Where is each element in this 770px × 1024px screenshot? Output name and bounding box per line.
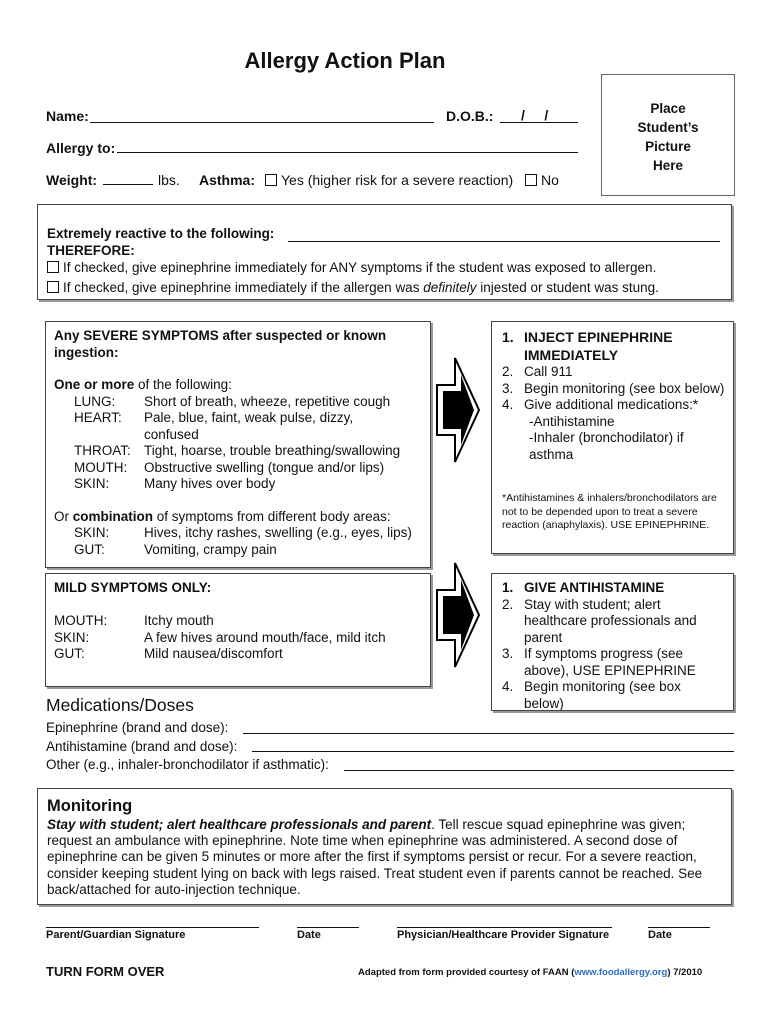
arrow-right-icon: [433, 560, 483, 670]
mild-actions-box: [491, 573, 734, 711]
monitoring-box: [37, 788, 732, 905]
other-med-label: Other (e.g., inhaler-bronchodilator if asthmatic):: [46, 757, 329, 772]
epinephrine-label: Epinephrine (brand and dose):: [46, 720, 229, 735]
weight-unit: lbs.: [158, 172, 180, 188]
picture-line3: Picture: [645, 139, 691, 154]
antihistamine-footnote: *Antihistamines & inhalers/bronchodilators are not to be depended upon to treat a severe reaction (anaphylaxis). USE EPINEPHRINE.: [502, 492, 717, 531]
date1-field[interactable]: [297, 927, 359, 928]
asthma-no-option[interactable]: [525, 172, 559, 189]
step-number: 2.: [502, 596, 514, 612]
step-text: Begin monitoring (see box below): [524, 679, 681, 711]
symptom-text: confused: [144, 426, 199, 442]
symptom-text: Mild nausea/discomfort: [144, 646, 283, 661]
mild-row: [54, 613, 424, 630]
symptom-text: A few hives around mouth/face, mild itch: [144, 629, 386, 645]
area-label: THROAT:: [74, 443, 131, 458]
name-field[interactable]: [90, 122, 434, 123]
other-med-field[interactable]: [344, 770, 734, 771]
symptom-text: Hives, itchy rashes, swelling (e.g., eyes, lips): [144, 525, 412, 540]
epinephrine-field[interactable]: [243, 733, 734, 734]
area-label: HEART:: [74, 410, 122, 425]
arrow-right-icon: [433, 355, 483, 465]
severe-row: [54, 443, 424, 460]
step-text: Give additional medications:*: [524, 397, 699, 412]
step-number: 4.: [502, 397, 514, 412]
asthma-yes-checkbox[interactable]: [265, 174, 277, 186]
physician-signature-field[interactable]: [397, 927, 612, 928]
reactive-option-2[interactable]: [47, 280, 659, 297]
area-label: LUNG:: [74, 393, 116, 409]
severe-row: [54, 460, 424, 477]
monitoring-lead: Stay with student; alert healthcare professionals and parent: [47, 817, 432, 832]
step-text: GIVE ANTIHISTAMINE: [524, 580, 665, 595]
asthma-no-checkbox[interactable]: [525, 174, 537, 186]
step-text: Stay with student; alert healthcare professionals and parent: [524, 596, 697, 645]
area-label: GUT:: [54, 646, 85, 661]
symptom-text: Itchy mouth: [144, 613, 214, 628]
severe-row: [54, 410, 424, 427]
severe-actions-box: [491, 321, 734, 554]
date2-label: Date: [648, 929, 672, 941]
combo-pre: Or: [54, 508, 73, 524]
credit-post: ) 7/2010: [667, 967, 703, 978]
area-label: SKIN:: [54, 629, 90, 645]
area-label: GUT:: [74, 541, 105, 557]
reactive-checkbox-2[interactable]: [47, 281, 59, 293]
parent-signature-label: Parent/Guardian Signature: [46, 929, 186, 941]
sub-item-inhaler: -Inhaler (bronchodilator) if asthma: [529, 430, 684, 462]
reactive-option-1[interactable]: [47, 260, 656, 277]
reactive-option-2-post: injested or student was stung.: [476, 280, 659, 295]
date1-label: Date: [297, 929, 321, 941]
reactive-field[interactable]: [288, 241, 720, 242]
allergy-label: Allergy to:: [46, 140, 116, 156]
asthma-yes-label: Yes (higher risk for a severe reaction): [281, 172, 514, 188]
combo-post: of symptoms from different body areas:: [153, 508, 391, 524]
picture-line2: Student’s: [637, 120, 699, 135]
symptom-text: Pale, blue, faint, weak pulse, dizzy,: [144, 410, 354, 425]
faan-link[interactable]: www.foodallergy.org: [574, 967, 668, 978]
area-label: SKIN:: [74, 525, 110, 540]
area-label: SKIN:: [74, 476, 110, 491]
step-number: 2.: [502, 364, 514, 379]
step-number: 1.: [502, 329, 514, 345]
symptom-text: Vomiting, crampy pain: [144, 541, 277, 557]
area-label: MOUTH:: [54, 613, 108, 628]
physician-signature-label: Physician/Healthcare Provider Signature: [397, 929, 610, 941]
picture-line4: Here: [652, 158, 684, 173]
allergy-field[interactable]: [117, 152, 578, 153]
step-number: 3.: [502, 646, 514, 661]
symptom-text: Short of breath, wheeze, repetitive cough: [144, 393, 391, 409]
severe-row: [54, 394, 424, 411]
reactive-checkbox-1[interactable]: [47, 261, 59, 273]
severe-heading-1: Any SEVERE SYMPTOMS after suspected or known: [54, 328, 387, 343]
step-text: If symptoms progress (see above), USE EPINEPHRINE: [524, 646, 696, 678]
footer-credit: [358, 967, 702, 978]
symptom-text: Tight, hoarse, trouble breathing/swallowing: [144, 443, 401, 458]
dob-separators: / /: [521, 107, 549, 123]
severe-row: [54, 427, 424, 444]
mild-row: [54, 646, 424, 663]
one-or-more-label: One or more: [54, 377, 135, 392]
asthma-yes-option[interactable]: [265, 172, 513, 189]
monitoring-heading: Monitoring: [47, 797, 133, 815]
date2-field[interactable]: [648, 927, 710, 928]
area-label: MOUTH:: [74, 459, 128, 475]
symptom-text: Obstructive swelling (tongue and/or lips): [144, 459, 385, 475]
parent-signature-field[interactable]: [46, 927, 259, 928]
reactive-option-2-pre: If checked, give epinephrine immediately if the allergen was: [63, 280, 424, 295]
weight-label: Weight:: [46, 172, 98, 188]
symptom-text: Many hives over body: [144, 476, 276, 491]
severe-symptoms-box: [45, 321, 431, 568]
credit-pre: Adapted from form provided courtesy of FAAN (: [358, 967, 575, 978]
therefore-label: THEREFORE:: [47, 243, 135, 258]
step-text: Call 911: [524, 364, 573, 379]
severe-row: [54, 476, 424, 493]
step-number: 4.: [502, 679, 514, 694]
mild-symptoms-box: [45, 573, 431, 687]
combo-bold: combination: [72, 508, 153, 524]
step-text: Begin monitoring (see box below): [524, 380, 725, 396]
student-picture-box[interactable]: [601, 74, 735, 196]
asthma-no-label: No: [541, 172, 559, 188]
sub-item-antihistamine: -Antihistamine: [529, 413, 615, 429]
name-label: Name:: [46, 108, 89, 124]
antihistamine-field[interactable]: [252, 751, 734, 752]
picture-line1: Place: [650, 101, 686, 116]
turn-form-over: TURN FORM OVER: [46, 964, 165, 979]
asthma-label: Asthma:: [199, 172, 256, 188]
reactive-option-1-text: If checked, give epinephrine immediately for ANY symptoms if the student was exposed to allergen.: [63, 260, 657, 275]
antihistamine-label: Antihistamine (brand and dose):: [46, 739, 238, 754]
step-text: INJECT EPINEPHRINE IMMEDIATELY: [524, 329, 673, 363]
severe-heading-2: ingestion:: [54, 344, 119, 360]
monitoring-body: . Tell rescue squad epinephrine was given; request an ambulance with epinephrine. Note time when epinephrine was administered. A second dose of epinephrine can be given 5 minutes or more after the first if symptoms persist or recur. For a severe reaction, consider keeping student lying on back with legs raised. Treat student even if parents cannot be reached. See back/attached for auto-injection technique.: [47, 817, 703, 897]
weight-field[interactable]: [103, 184, 153, 185]
combo-row: [54, 525, 424, 542]
reactive-option-2-em: definitely: [423, 280, 477, 295]
step-number: 3.: [502, 380, 514, 396]
combo-row: [54, 542, 424, 559]
dob-label: D.O.B.:: [446, 108, 494, 124]
reactive-box: [37, 204, 732, 300]
reactive-label: Extremely reactive to the following:: [47, 226, 275, 241]
page-title: Allergy Action Plan: [244, 48, 446, 73]
mild-row: [54, 630, 424, 647]
step-number: 1.: [502, 580, 514, 595]
medications-heading: Medications/Doses: [46, 695, 194, 715]
mild-heading: MILD SYMPTOMS ONLY:: [54, 580, 212, 595]
one-or-more-rest: of the following:: [134, 377, 232, 392]
